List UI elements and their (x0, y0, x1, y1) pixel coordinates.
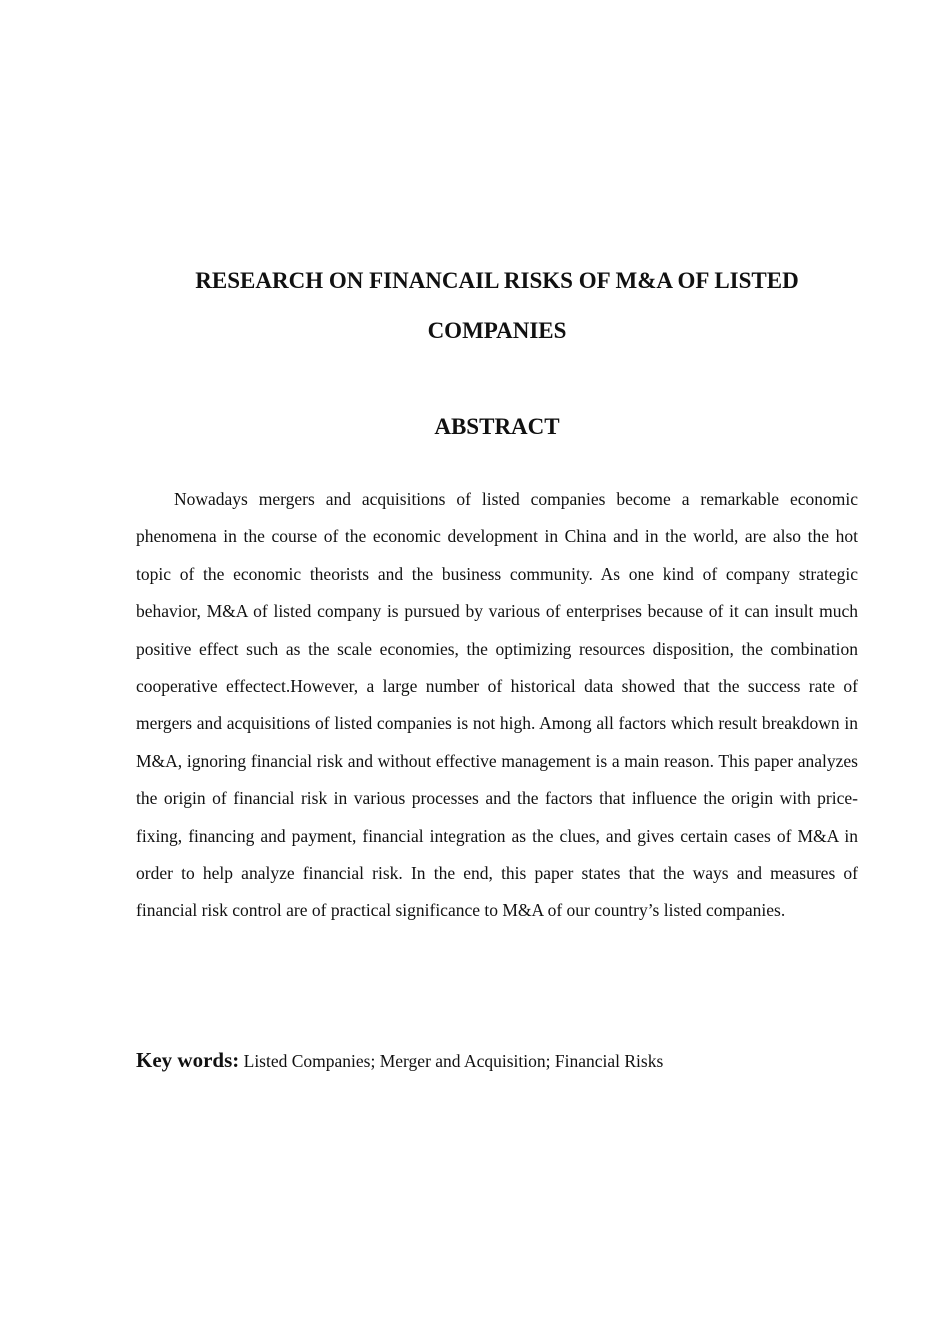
abstract-body: Nowadays mergers and acquisitions of listed companies become a remarkable economic phenomena in the course of the economic development in China and in the world, are also the hot topic of the economic theorists and the business community. As one kind of company strategic behavior, M&A of listed company is pursued by various of enterprises because of it can insult much positive effect such as the scale economies, the optimizing resources disposition, the combination cooperative effectect.However, a large number of historical data showed that the success rate of mergers and acquisitions of listed companies is not high. Among all factors which result breakdown in M&A, ignoring financial risk and without effective management is a main reason. This paper analyzes the origin of financial risk in various processes and the factors that influence the origin with price-fixing, financing and payment, financial integration as the clues, and gives certain cases of M&A in order to help analyze financial risk. In the end, this paper states that the ways and measures of financial risk control are of practical significance to M&A of our country’s listed companies. (136, 489, 858, 921)
abstract-heading: ABSTRACT (434, 414, 560, 439)
keywords-text: Listed Companies; Merger and Acquisition; Financial Risks (243, 1051, 664, 1071)
keywords-line (136, 1042, 858, 1079)
keywords-label: Key words: (136, 1048, 240, 1072)
paper-title: RESEARCH ON FINANCAIL RISKS OF M&A OF LISTED COMPANIES (195, 268, 799, 343)
